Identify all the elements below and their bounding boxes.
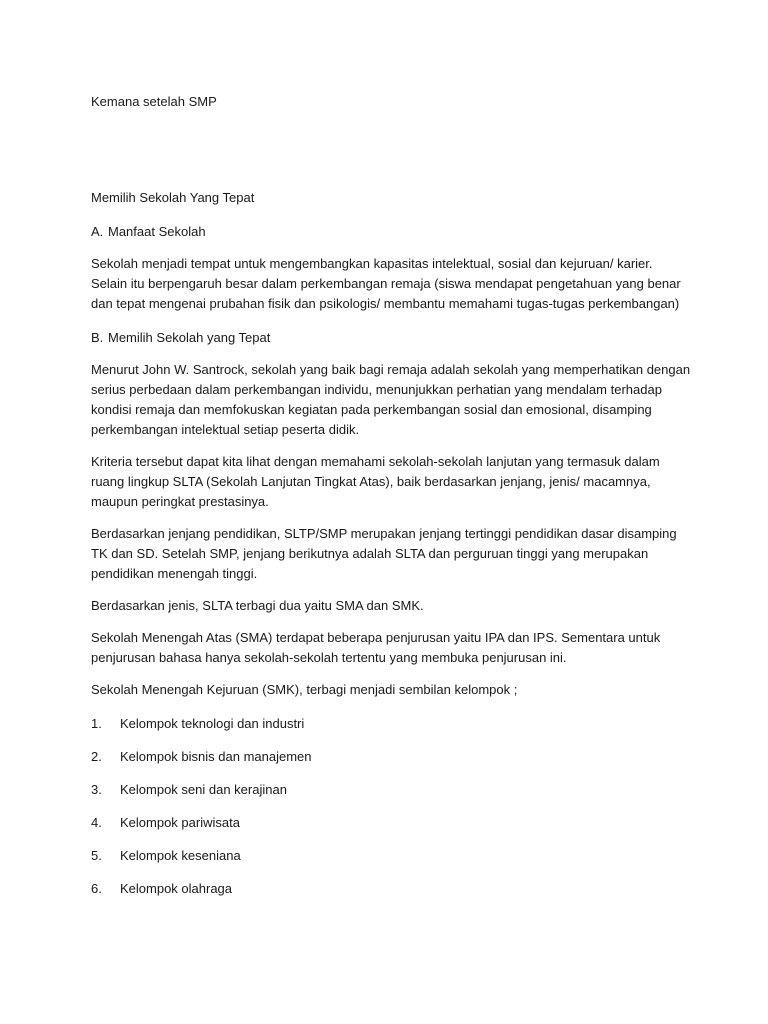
list-item-text: Kelompok teknologi dan industri — [120, 716, 305, 731]
list-item-text: Kelompok pariwisata — [120, 815, 240, 830]
document-body — [91, 92, 691, 899]
paragraph-smk: Sekolah Menengah Kejuruan (SMK), terbagi menjadi sembilan kelompok ; — [91, 682, 518, 697]
subsection-a-text: Manfaat Sekolah — [108, 224, 206, 239]
list-item-text: Kelompok seni dan kerajinan — [120, 782, 287, 797]
subsection-a-marker: A. — [91, 224, 104, 239]
subsection-b-heading — [91, 328, 691, 348]
list-item — [91, 714, 691, 734]
paragraph-santrock: Menurut John W. Santrock, sekolah yang baik bagi remaja adalah sekolah yang memperhatikan dengan serius perbedaan dalam perkembangan individu, menunjukkan perhatian yang mendalam terhadap kondisi remaja dan memfokuskan kegiatan pada perkembangan sosial dan emosional, disamping perkembangan intelektual setiap peserta didik. — [91, 362, 691, 437]
list-item — [91, 879, 691, 899]
subsection-b-text: Memilih Sekolah yang Tepat — [108, 330, 271, 345]
document-title: Kemana setelah SMP — [91, 94, 217, 109]
paragraph-sma: Sekolah Menengah Atas (SMA) terdapat beberapa penjurusan yaitu IPA dan IPS. Sementara untuk penjurusan bahasa hanya sekolah-sekolah tertentu yang membuka penjurusan ini. — [91, 630, 661, 665]
list-item — [91, 747, 691, 767]
list-item-number: 5. — [91, 848, 102, 863]
list-item-number: 1. — [91, 716, 102, 731]
list-item-text: Kelompok bisnis dan manajemen — [120, 749, 312, 764]
list-item — [91, 813, 691, 833]
subsection-b-marker: B. — [91, 330, 104, 345]
subsection-a-heading — [91, 222, 691, 242]
paragraph-kriteria: Kriteria tersebut dapat kita lihat dengan memahami sekolah-sekolah lanjutan yang termasuk dalam ruang lingkup SLTA (Sekolah Lanjutan Tingkat Atas), baik berdasarkan jenjang, jenis/ macamnya, maupun peringkat prestasinya. — [91, 454, 660, 509]
list-item-number: 3. — [91, 782, 102, 797]
list-item-number: 4. — [91, 815, 102, 830]
paragraph-manfaat: Sekolah menjadi tempat untuk mengembangkan kapasitas intelektual, sosial dan kejuruan/ karier. Selain itu berpengaruh besar dalam perkembangan remaja (siswa mendapat pengetahuan yang benar dan tepat mengenai prubahan fisik dan psikologis/ membantu memahami tugas-tugas perkembangan) — [91, 256, 681, 311]
list-item-text: Kelompok olahraga — [120, 881, 233, 896]
paragraph-jenis: Berdasarkan jenis, SLTA terbagi dua yaitu SMA dan SMK. — [91, 598, 424, 613]
section-heading: Memilih Sekolah Yang Tepat — [91, 190, 255, 205]
paragraph-jenjang: Berdasarkan jenjang pendidikan, SLTP/SMP merupakan jenjang tertinggi pendidikan dasar disamping TK dan SD. Setelah SMP, jenjang berikutnya adalah SLTA dan perguruan tinggi yang merupakan pendidikan menengah tinggi. — [91, 526, 677, 581]
list-item — [91, 846, 691, 866]
list-item-text: Kelompok keseniana — [120, 848, 241, 863]
smk-group-list — [91, 714, 691, 899]
list-item-number: 2. — [91, 749, 102, 764]
list-item-number: 6. — [91, 881, 102, 896]
list-item — [91, 780, 691, 800]
